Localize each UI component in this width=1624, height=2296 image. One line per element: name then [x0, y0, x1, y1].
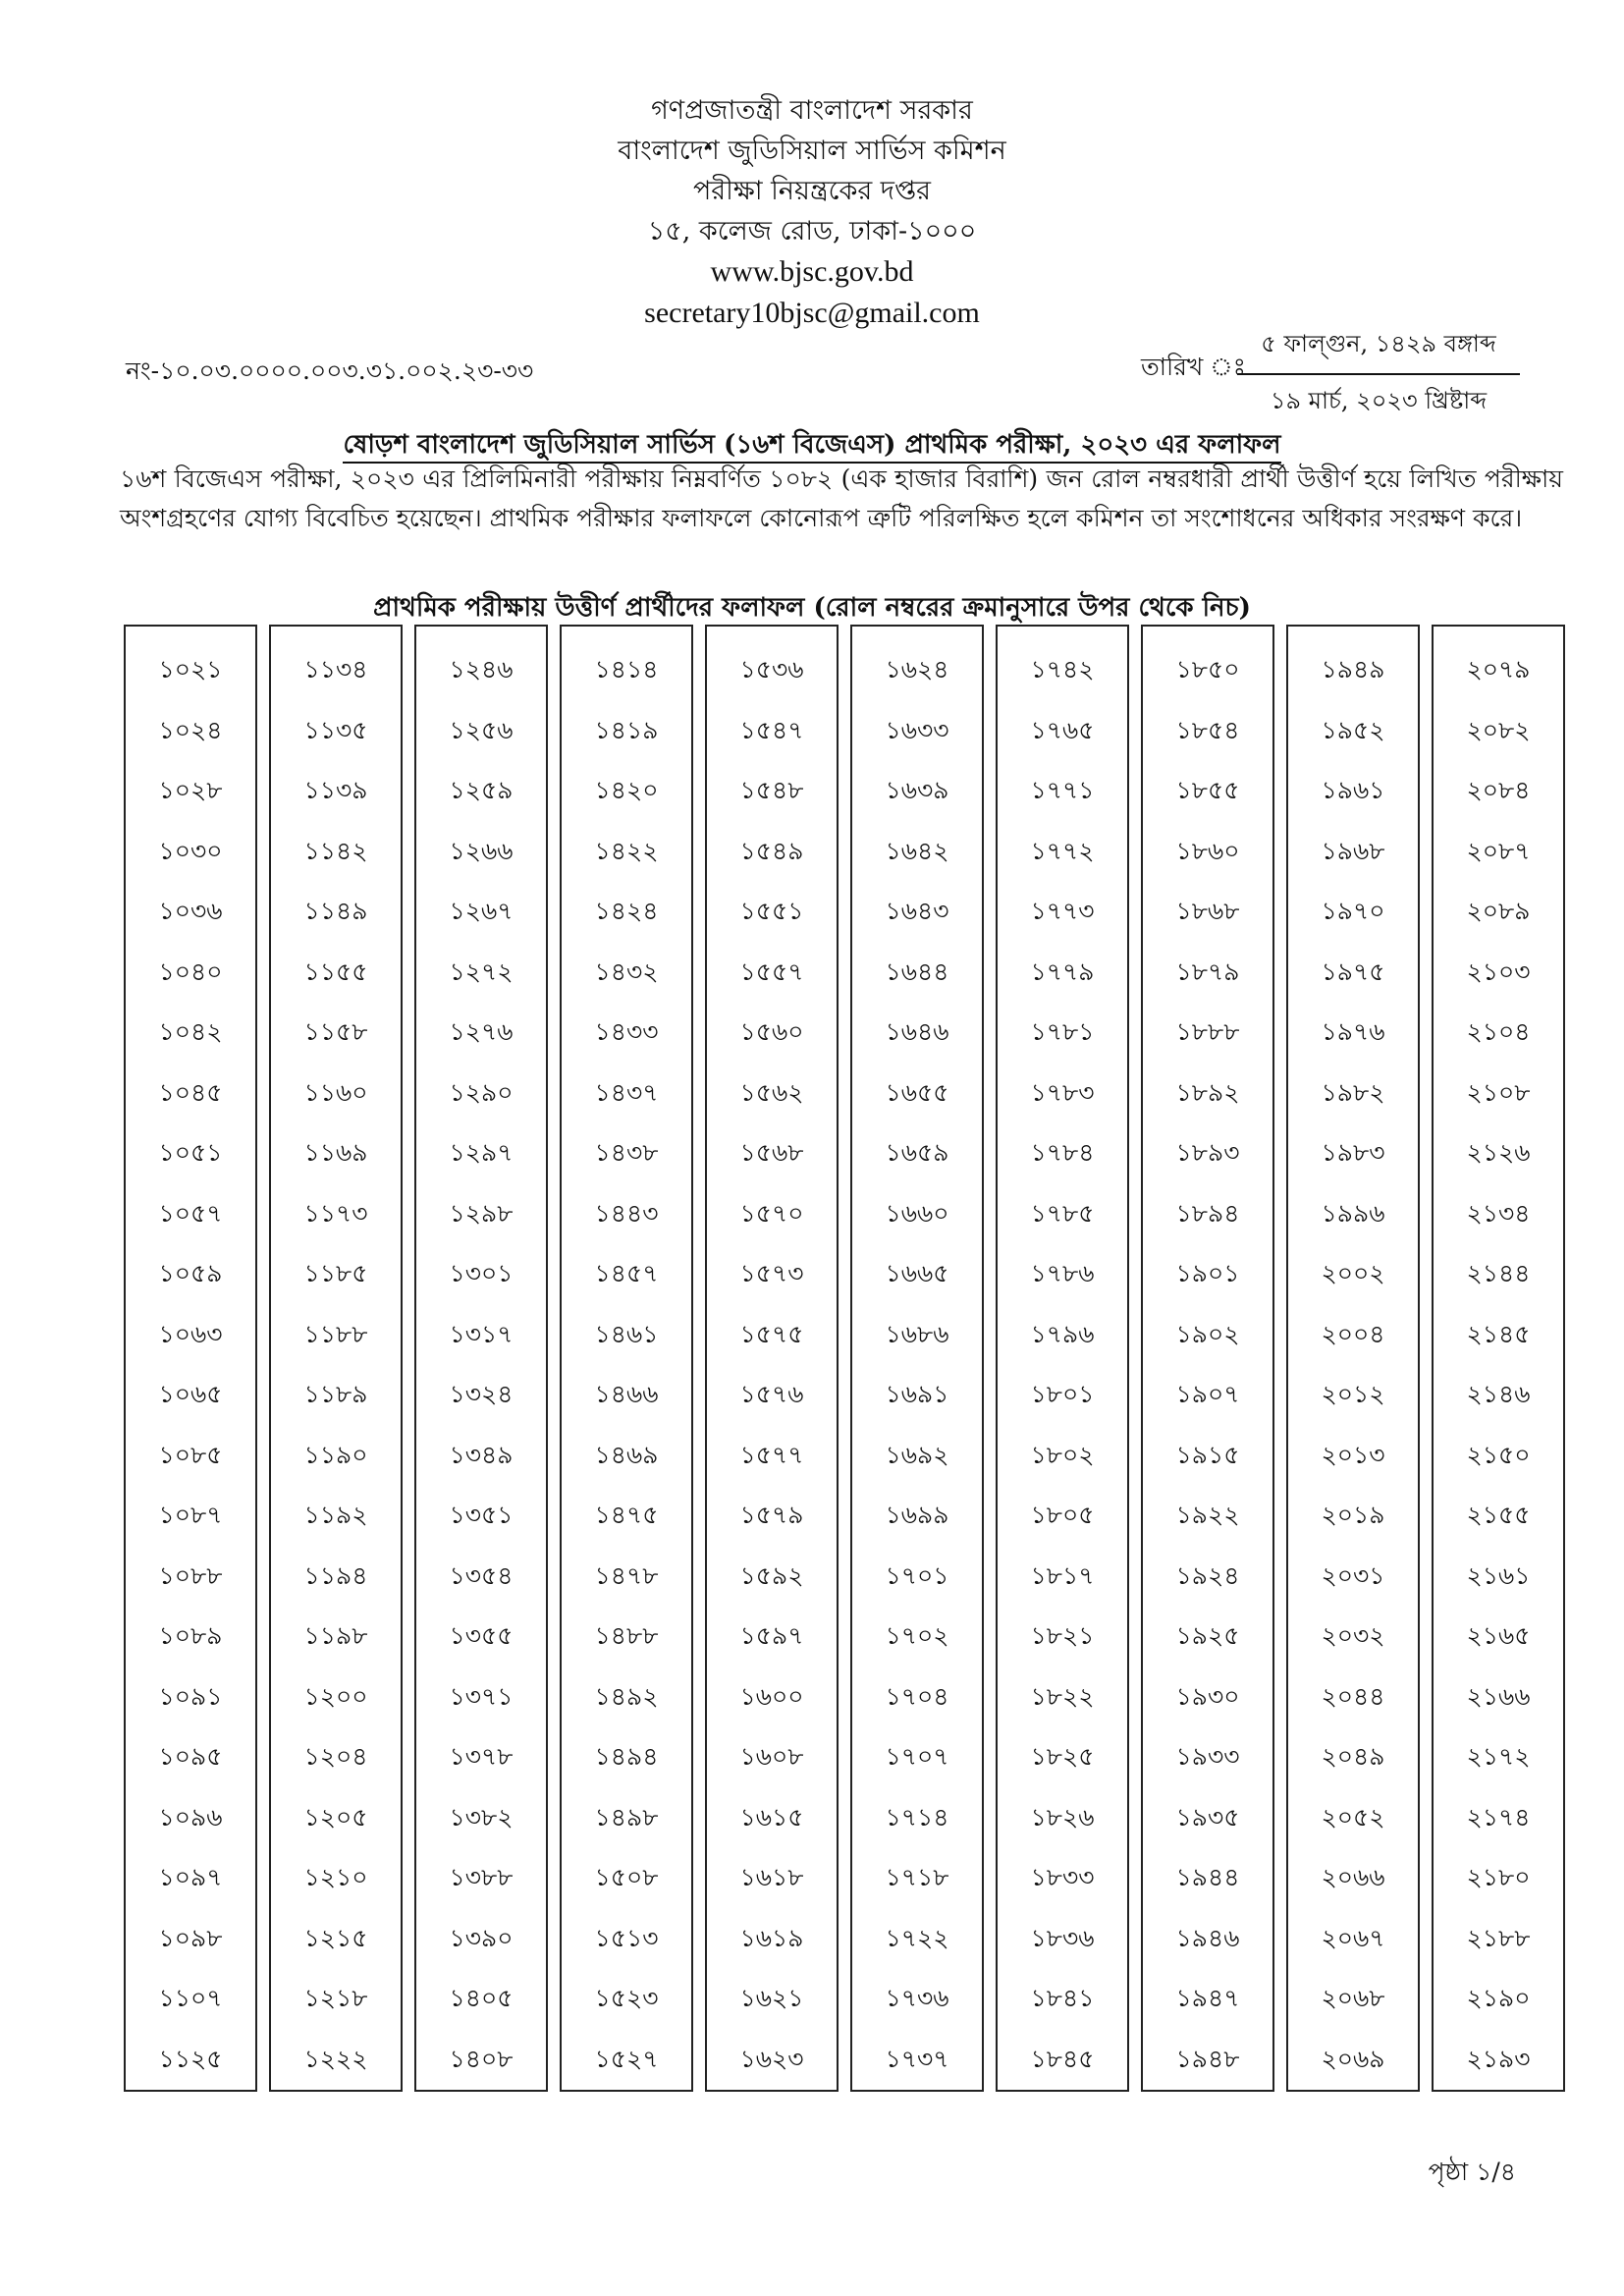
roll-number: ১১৯৮	[303, 1621, 368, 1650]
roll-number: ১১৬৯	[303, 1138, 368, 1167]
website-link[interactable]: www.bjsc.gov.bd	[710, 255, 914, 288]
roll-number: ১৯৩৩	[1175, 1742, 1240, 1771]
roll-number: ২১০৩	[1466, 957, 1531, 986]
roll-number: ১২৬৭	[449, 897, 514, 925]
roll-number: ১০৩০	[158, 836, 223, 865]
roll-number: ১৪০৮	[449, 2044, 514, 2073]
roll-number: ১৭৩৬	[885, 1984, 949, 2012]
roll-number: ১০৮৮	[158, 1560, 223, 1590]
roll-number: ১৫৭৭	[739, 1440, 804, 1469]
roll-number: ১৪৯৪	[594, 1742, 659, 1771]
roll-number: ১৬২৩	[739, 2044, 804, 2073]
roll-number: ১৩৫৫	[449, 1621, 514, 1650]
roll-number: ১২৫৬	[449, 715, 514, 744]
letterhead	[0, 90, 1624, 334]
roll-number: ১৬৯২	[885, 1440, 949, 1469]
roll-number: ১১৫৮	[303, 1017, 368, 1046]
roll-number: ১৬৩৩	[885, 715, 949, 744]
roll-number: ১০৪০	[158, 957, 223, 986]
roll-number: ১৫৬০	[739, 1017, 804, 1046]
roll-number: ১৬২৪	[885, 655, 949, 683]
roll-number: ১১৭৩	[303, 1198, 368, 1228]
roll-number: ২০৬৭	[1321, 1923, 1385, 1952]
roll-number: ১৬৫৯	[885, 1138, 949, 1167]
roll-number: ১১৪২	[303, 836, 368, 865]
roll-number: ২০১৩	[1321, 1440, 1385, 1469]
roll-number: ১৮৯৩	[1175, 1138, 1240, 1167]
roll-number: ১৯৪৬	[1175, 1923, 1240, 1952]
result-column	[996, 625, 1129, 2092]
roll-number: ১৯৬৮	[1321, 836, 1385, 865]
roll-number: ১৬৬০	[885, 1198, 949, 1228]
roll-number: ১৪২৪	[594, 897, 659, 925]
roll-number: ২০৬৮	[1321, 1984, 1385, 2012]
roll-number: ১৯৩০	[1175, 1681, 1240, 1711]
roll-number: ১৩২৪	[449, 1380, 514, 1408]
roll-number: ১৫৯৭	[739, 1621, 804, 1650]
roll-number: ১৩৯০	[449, 1923, 514, 1952]
results-grid	[124, 625, 1579, 2095]
roll-number: ১০২৪	[158, 715, 223, 744]
roll-number: ১৪২০	[594, 776, 659, 804]
roll-number: ২০৮৪	[1466, 776, 1531, 804]
roll-number: ১০৪২	[158, 1017, 223, 1046]
roll-number: ১৩৫৪	[449, 1560, 514, 1590]
roll-number: ১৭৮৬	[1030, 1259, 1095, 1287]
date-bangla: ৫ ফাল্গুন, ১৪২৯ বঙ্গাব্দ	[1237, 326, 1520, 375]
roll-number: ১১৯৪	[303, 1560, 368, 1590]
roll-number: ১৮৮৮	[1175, 1017, 1240, 1046]
roll-number: ১৯৮২	[1321, 1077, 1385, 1107]
roll-number: ১৮৫৫	[1175, 776, 1240, 804]
roll-number: ১৮৪৫	[1030, 2044, 1095, 2073]
roll-number: ১৭৩৭	[885, 2044, 949, 2073]
roll-number: ১০২৮	[158, 776, 223, 804]
roll-number: ১৯১৫	[1175, 1440, 1240, 1469]
roll-number: ১০৯৭	[158, 1863, 223, 1891]
roll-number: ১৯৭৬	[1321, 1017, 1385, 1046]
roll-number: ১০৪৫	[158, 1077, 223, 1107]
roll-number: ১৮৬০	[1175, 836, 1240, 865]
roll-number: ১৭১৪	[885, 1802, 949, 1831]
roll-number: ১৪৮৮	[594, 1621, 659, 1650]
roll-number: ১৬৪৬	[885, 1017, 949, 1046]
document-title-text: ষোড়শ বাংলাদেশ জুডিসিয়াল সার্ভিস (১৬শ বিজেএস) প্রাথমিক পরীক্ষা, ২০২৩ এর ফলাফল	[343, 430, 1280, 464]
roll-number: ১৮২৬	[1030, 1802, 1095, 1831]
roll-number: ১৩৪৯	[449, 1440, 514, 1469]
roll-number: ১৪৬৯	[594, 1440, 659, 1469]
roll-number: ১০৫১	[158, 1138, 223, 1167]
roll-number: ২১৭২	[1466, 1742, 1531, 1771]
roll-number: ২১৪৬	[1466, 1380, 1531, 1408]
roll-number: ১০৯৬	[158, 1802, 223, 1831]
result-column	[1141, 625, 1274, 2092]
roll-number: ২১৪৪	[1466, 1259, 1531, 1287]
roll-number: ১৮৫৪	[1175, 715, 1240, 744]
roll-number: ২০০৪	[1321, 1319, 1385, 1348]
roll-number: ১৮১৭	[1030, 1560, 1095, 1590]
date-label: তারিখ ঃ	[1141, 353, 1246, 381]
roll-number: ১৯৭৫	[1321, 957, 1385, 986]
roll-number: ২১৬১	[1466, 1560, 1531, 1590]
roll-number: ১৯৪৮	[1175, 2044, 1240, 2073]
roll-number: ১৭৮৩	[1030, 1077, 1095, 1107]
roll-number: ১১৩৫	[303, 715, 368, 744]
roll-number: ১০৮৫	[158, 1440, 223, 1469]
roll-number: ২১৭৪	[1466, 1802, 1531, 1831]
roll-number: ১৪৩৮	[594, 1138, 659, 1167]
roll-number: ১৭৭১	[1030, 776, 1095, 804]
roll-number: ২০৬৬	[1321, 1863, 1385, 1891]
roll-number: ১৮০১	[1030, 1380, 1095, 1408]
roll-number: ১৮৪১	[1030, 1984, 1095, 2012]
roll-number: ১৫৬২	[739, 1077, 804, 1107]
roll-number: ১৮৯২	[1175, 1077, 1240, 1107]
roll-number: ২০০২	[1321, 1259, 1385, 1287]
roll-number: ২১৩৪	[1466, 1198, 1531, 1228]
roll-number: ১৭৬৫	[1030, 715, 1095, 744]
roll-number: ১৫৪৮	[739, 776, 804, 804]
roll-number: ১৮২৫	[1030, 1742, 1095, 1771]
roll-number: ১৬৫৫	[885, 1077, 949, 1107]
roll-number: ১৭৮৪	[1030, 1138, 1095, 1167]
roll-number: ২১৪৫	[1466, 1319, 1531, 1348]
roll-number: ১৩১৭	[449, 1319, 514, 1348]
roll-number: ১৫৯২	[739, 1560, 804, 1590]
roll-number: ১৭৯৬	[1030, 1319, 1095, 1348]
roll-number: ১৩৭১	[449, 1681, 514, 1711]
roll-number: ১৪৪৩	[594, 1198, 659, 1228]
roll-number: ১৬৯১	[885, 1380, 949, 1408]
roll-number: ২১৬৬	[1466, 1681, 1531, 1711]
roll-number: ১২৬৬	[449, 836, 514, 865]
roll-number: ১৫২৩	[594, 1984, 659, 2012]
roll-number: ১৪৭৫	[594, 1501, 659, 1529]
roll-number: ২১০৪	[1466, 1017, 1531, 1046]
roll-number: ১৪৬৬	[594, 1380, 659, 1408]
roll-number: ১১৩৪	[303, 655, 368, 683]
roll-number: ১৯৪৪	[1175, 1863, 1240, 1891]
roll-number: ১২৭২	[449, 957, 514, 986]
roll-number: ১৯৬১	[1321, 776, 1385, 804]
roll-number: ১৪২২	[594, 836, 659, 865]
letterhead-line-address: ১৫, কলেজ রোড, ঢাকা-১০০০	[647, 216, 977, 246]
roll-number: ১০৩৬	[158, 897, 223, 925]
roll-number: ১৬৯৯	[885, 1501, 949, 1529]
roll-number: ১৮২১	[1030, 1621, 1095, 1650]
roll-number: ১৪৯২	[594, 1681, 659, 1711]
roll-number: ১০৯৫	[158, 1742, 223, 1771]
roll-number: ১১৫৫	[303, 957, 368, 986]
roll-number: ১৪৩২	[594, 957, 659, 986]
letterhead-line-commission: বাংলাদেশ জুডিসিয়াল সার্ভিস কমিশন	[618, 136, 1006, 166]
roll-number: ১৯৮৩	[1321, 1138, 1385, 1167]
result-column	[1286, 625, 1420, 2092]
roll-number: ১৪৩৭	[594, 1077, 659, 1107]
roll-number: ২০৩২	[1321, 1621, 1385, 1650]
roll-number: ১১৯২	[303, 1501, 368, 1529]
roll-number: ১৪১৯	[594, 715, 659, 744]
roll-number: ১৪০৫	[449, 1984, 514, 2012]
roll-number: ১৭৭২	[1030, 836, 1095, 865]
page-number: পৃষ্ঠা ১/৪	[1428, 2158, 1516, 2186]
roll-number: ১১৮৫	[303, 1259, 368, 1287]
roll-number: ১২৯৮	[449, 1198, 514, 1228]
roll-number: ১৯২৪	[1175, 1560, 1240, 1590]
letterhead-line-govt: গণপ্রজাতন্ত্রী বাংলাদেশ সরকার	[651, 95, 973, 126]
date-gregorian: ১৯ মার্চ, ২০২৩ খ্রিষ্টাব্দ	[1270, 387, 1488, 414]
roll-number: ১৬৬৫	[885, 1259, 949, 1287]
roll-number: ১৪১৪	[594, 655, 659, 683]
roll-number: ১৬৮৬	[885, 1319, 949, 1348]
roll-number: ১৫৭৯	[739, 1501, 804, 1529]
roll-number: ১৮২২	[1030, 1681, 1095, 1711]
roll-number: ১৯৪৭	[1175, 1984, 1240, 2012]
roll-number: ১১৯০	[303, 1440, 368, 1469]
roll-number: ১৬১৯	[739, 1923, 804, 1952]
roll-number: ২০৬৯	[1321, 2044, 1385, 2073]
roll-number: ১৪৯৮	[594, 1802, 659, 1831]
roll-number: ১১৬০	[303, 1077, 368, 1107]
roll-number: ১২২২	[303, 2044, 368, 2073]
roll-number: ১৩৮৮	[449, 1863, 514, 1891]
roll-number: ১৮৫০	[1175, 655, 1240, 683]
roll-number: ১৯৭০	[1321, 897, 1385, 925]
roll-number: ১৫৭৫	[739, 1319, 804, 1348]
roll-number: ২১৯০	[1466, 1984, 1531, 2012]
roll-number: ১৩৫১	[449, 1501, 514, 1529]
date-block	[1237, 326, 1520, 422]
roll-number: ১০২১	[158, 655, 223, 683]
roll-number: ১২১০	[303, 1863, 368, 1891]
roll-number: ১০৮৭	[158, 1501, 223, 1529]
roll-number: ১৫৬৮	[739, 1138, 804, 1167]
roll-number: ১৬৪২	[885, 836, 949, 865]
roll-number: ১৫০৮	[594, 1863, 659, 1891]
roll-number: ২১৮০	[1466, 1863, 1531, 1891]
roll-number: ১৮০২	[1030, 1440, 1095, 1469]
roll-number: ২১০৮	[1466, 1077, 1531, 1107]
roll-number: ১৫৭৩	[739, 1259, 804, 1287]
roll-number: ২০৩১	[1321, 1560, 1385, 1590]
roll-number: ১৫৪৭	[739, 715, 804, 744]
result-column	[414, 625, 548, 2092]
roll-number: ১২১৮	[303, 1984, 368, 2012]
roll-number: ১২৫৯	[449, 776, 514, 804]
roll-number: ১৯৫২	[1321, 715, 1385, 744]
roll-number: ১২৯৭	[449, 1138, 514, 1167]
roll-number: ২১৮৮	[1466, 1923, 1531, 1952]
roll-number: ১৭৪২	[1030, 655, 1095, 683]
result-column	[124, 625, 257, 2092]
roll-number: ১৭২২	[885, 1923, 949, 1952]
roll-number: ১৫৪৯	[739, 836, 804, 865]
result-column	[850, 625, 984, 2092]
roll-number: ১৫৫৭	[739, 957, 804, 986]
roll-number: ২১২৬	[1466, 1138, 1531, 1167]
roll-number: ১৫২৭	[594, 2044, 659, 2073]
roll-number: ১৯০২	[1175, 1319, 1240, 1348]
roll-number: ১১৮৮	[303, 1319, 368, 1348]
roll-number: ১২১৫	[303, 1923, 368, 1952]
roll-number: ১০৮৯	[158, 1621, 223, 1650]
roll-number: ১৭৭৯	[1030, 957, 1095, 986]
roll-number: ১৮৭৯	[1175, 957, 1240, 986]
roll-number: ১৩৭৮	[449, 1742, 514, 1771]
roll-number: ১০৯১	[158, 1681, 223, 1711]
roll-number: ১৬০০	[739, 1681, 804, 1711]
roll-number: ১৬৪৩	[885, 897, 949, 925]
roll-number: ১৮৬৮	[1175, 897, 1240, 925]
roll-number: ১৬৪৪	[885, 957, 949, 986]
roll-number: ১৭০৪	[885, 1681, 949, 1711]
roll-number: ১৭০৭	[885, 1742, 949, 1771]
roll-number: ১৬১৫	[739, 1802, 804, 1831]
roll-number: ১৭১৮	[885, 1863, 949, 1891]
roll-number: ২০১২	[1321, 1380, 1385, 1408]
results-heading: প্রাথমিক পরীক্ষায় উত্তীর্ণ প্রার্থীদের ফলাফল (রোল নম্বরের ক্রমানুসারে উপর থেকে নিচ)	[373, 593, 1251, 623]
roll-number: ২১৫৫	[1466, 1501, 1531, 1529]
roll-number: ১৭৮৫	[1030, 1198, 1095, 1228]
roll-number: ১০৬৩	[158, 1319, 223, 1348]
roll-number: ১৬৩৯	[885, 776, 949, 804]
roll-number: ১৭০২	[885, 1621, 949, 1650]
roll-number: ১৩৮২	[449, 1802, 514, 1831]
roll-number: ১৮৩৬	[1030, 1923, 1095, 1952]
roll-number: ২১৬৫	[1466, 1621, 1531, 1650]
roll-number: ১৫৭৬	[739, 1380, 804, 1408]
roll-number: ১২৪৬	[449, 655, 514, 683]
roll-number: ১৫৩৬	[739, 655, 804, 683]
roll-number: ২০৮৯	[1466, 897, 1531, 925]
roll-number: ১০৫৯	[158, 1259, 223, 1287]
roll-number: ১১২৫	[158, 2044, 223, 2073]
roll-number: ১৯০৭	[1175, 1380, 1240, 1408]
roll-number: ১৫১৩	[594, 1923, 659, 1952]
roll-number: ১৭৮১	[1030, 1017, 1095, 1046]
roll-number: ১৯৩৫	[1175, 1802, 1240, 1831]
roll-number: ২১৫০	[1466, 1440, 1531, 1469]
roll-number: ১১০৭	[158, 1984, 223, 2012]
result-column	[560, 625, 693, 2092]
roll-number: ২০৫২	[1321, 1802, 1385, 1831]
roll-number: ১০৬৫	[158, 1380, 223, 1408]
result-column	[269, 625, 403, 2092]
roll-number: ১৪৬১	[594, 1319, 659, 1348]
roll-number: ১০৯৮	[158, 1923, 223, 1952]
roll-number: ২০৭৯	[1466, 655, 1531, 683]
roll-number: ১১৪৯	[303, 897, 368, 925]
roll-number: ২০৪৯	[1321, 1742, 1385, 1771]
roll-number: ১৯২৫	[1175, 1621, 1240, 1650]
roll-number: ২০৮২	[1466, 715, 1531, 744]
result-column	[705, 625, 839, 2092]
roll-number: ১৭০১	[885, 1560, 949, 1590]
notice-paragraph: ১৬শ বিজেএস পরীক্ষা, ২০২৩ এর প্রিলিমিনারী পরীক্ষায় নিম্নবর্ণিত ১০৮২ (এক হাজার বিরাশি) জন রোল নম্বরধারী প্রার্থী উত্তীর্ণ হয়ে লিখিত পরীক্ষায় অংশগ্রহণের যোগ্য বিবেচিত হয়েছেন। প্রাথমিক পরীক্ষার ফলাফলে কোনোরূপ ত্রুটি পরিলক্ষিত হলে কমিশন তা সংশোধনের অধিকার সংরক্ষণ করে।	[120, 465, 1563, 532]
roll-number: ১৮৯৪	[1175, 1198, 1240, 1228]
roll-number: ২১৯৩	[1466, 2044, 1531, 2073]
roll-number: ১৪৫৭	[594, 1259, 659, 1287]
roll-number: ২০৮৭	[1466, 836, 1531, 865]
roll-number: ১৩০১	[449, 1259, 514, 1287]
memo-number: নং-১০.০৩.০০০০.০০৩.৩১.০০২.২৩-৩৩	[126, 356, 534, 385]
roll-number: ১০৫৭	[158, 1198, 223, 1228]
roll-number: ১১৮৯	[303, 1380, 368, 1408]
roll-number: ১৯২২	[1175, 1501, 1240, 1529]
roll-number: ১৬২১	[739, 1984, 804, 2012]
roll-number: ২০১৯	[1321, 1501, 1385, 1529]
roll-number: ১২০৫	[303, 1802, 368, 1831]
roll-number: ১৪৩৩	[594, 1017, 659, 1046]
roll-number: ২০৪৪	[1321, 1681, 1385, 1711]
roll-number: ১৭৭৩	[1030, 897, 1095, 925]
letterhead-line-office: পরীক্ষা নিয়ন্ত্রকের দপ্তর	[692, 176, 932, 206]
email-link[interactable]: secretary10bjsc@gmail.com	[644, 297, 980, 329]
roll-number: ১৮৩৩	[1030, 1863, 1095, 1891]
roll-number: ১৪৭৮	[594, 1560, 659, 1590]
roll-number: ১২০০	[303, 1681, 368, 1711]
roll-number: ১২০৪	[303, 1742, 368, 1771]
result-column	[1432, 625, 1565, 2092]
roll-number: ১৫৭০	[739, 1198, 804, 1228]
roll-number: ১৯৪৯	[1321, 655, 1385, 683]
roll-number: ১৬১৮	[739, 1863, 804, 1891]
roll-number: ১৯৯৬	[1321, 1198, 1385, 1228]
roll-number: ১২৭৬	[449, 1017, 514, 1046]
roll-number: ১৬০৮	[739, 1742, 804, 1771]
roll-number: ১৫৫১	[739, 897, 804, 925]
roll-number: ১৮০৫	[1030, 1501, 1095, 1529]
roll-number: ১২৯০	[449, 1077, 514, 1107]
roll-number: ১১৩৯	[303, 776, 368, 804]
roll-number: ১৯০১	[1175, 1259, 1240, 1287]
